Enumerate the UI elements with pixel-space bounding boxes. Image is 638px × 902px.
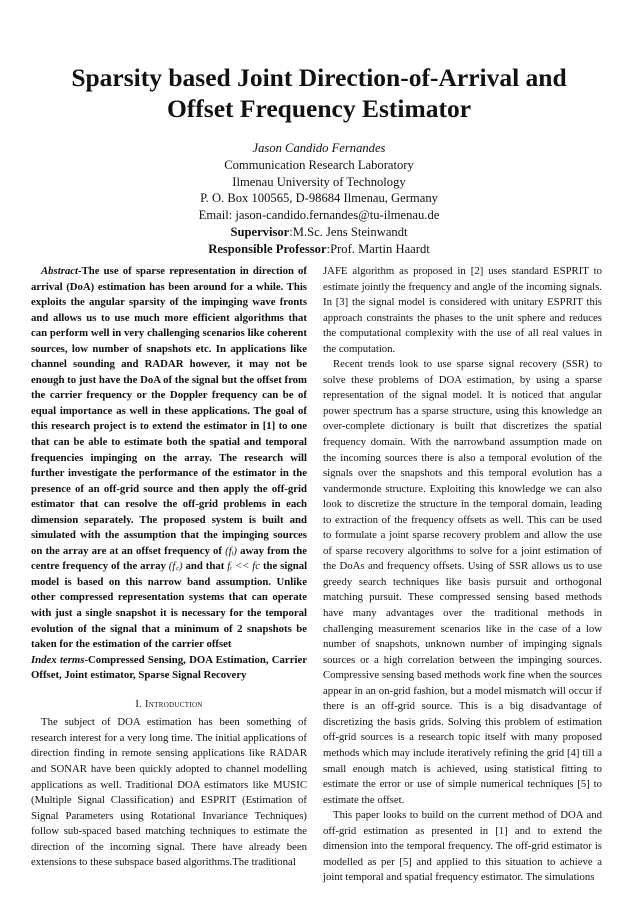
index-terms-text: -Compressed Sensing, DOA Estimation, Carrier Offset, Joint estimator, Sparse Signal Recovery bbox=[31, 653, 307, 682]
section-title: Introduction bbox=[145, 698, 203, 710]
intro-paragraph-left: The subject of DOA estimation has been something of research interest for a very long time. The initial applications of direction finding in remote sensing applications like RADAR and SONAR have been quickly adopted to channel modelling applications as well. Traditional DOA estimators like MUSIC (Multiple Signal Classification) and ESPRIT (Estimation of Signal Parameters using Rotational Invariance Techniques) follow sub-spaced based matching techniques to estimate the direction of the incoming signal. There have already been extensions to these subspace based algorithms.The traditional bbox=[31, 716, 307, 869]
index-terms bbox=[31, 653, 307, 684]
abstract-text-3: and that bbox=[185, 560, 225, 573]
abstract bbox=[31, 264, 307, 653]
math-condition: fᵢ << fc bbox=[227, 560, 261, 573]
section-heading-introduction bbox=[31, 697, 307, 713]
supervisor-line bbox=[40, 224, 598, 241]
professor-value: :Prof. Martin Haardt bbox=[326, 241, 430, 256]
intro-paragraph-right-1: JAFE algorithm as proposed in [2] uses standard ESPRIT to estimate jointly the frequency and angle of the incoming signals. In [3] the signal model is considered with unitary ESPRIT this approach constraints the phases to the unit sphere and reduces the computational complexity with the use of all real values in the computation. bbox=[323, 265, 602, 355]
author-block bbox=[40, 140, 598, 258]
intro-paragraph-right-3: This paper looks to build on the current method of DOA and off-grid estimation as presented in [1] and to extend the dimension into the temporal frequency. The off-grid estimator is modelled as per [5] and applied to this situation to achieve a joint temporal and spatial frequency estimator. The simulations bbox=[323, 809, 602, 884]
author-lab: Communication Research Laboratory bbox=[224, 157, 414, 172]
professor-label: Responsible Professor bbox=[208, 241, 327, 256]
abstract-text-1: -The use of sparse representation in direction of arrival (DoA) estimation has been around for a while. This exploits the angular sparsity of the impinging wave fronts and allows us to use much more efficient algorithms that can perform well in very challenging scenarios like coherent sources, low number of snapshots etc. In applications like channel sounding and RADAR however, it may not be enough to just have the DoA of the signal but the offset from the carrier frequency or the Doppler frequency can be of equal importance as well in these applications. The goal of this research project is to extend the estimator in [1] to one that can be able to estimate both the spatial and temporal frequencies impinging on the array. The research will further investigate the performance of the estimator in the presence of an off-grid source and then apply the off-grid estimator that can resolve the off-grid problems in each dimension separately. The proposed system is built and simulated with the assumption that the impinging sources on the array are at an offset frequency of bbox=[31, 265, 307, 557]
abstract-text-2: away from the centre frequency of the array bbox=[31, 544, 308, 573]
math-fc: (f꜀) bbox=[168, 560, 183, 573]
professor-line bbox=[40, 241, 598, 258]
index-terms-label: Index terms bbox=[31, 653, 85, 666]
author-email: Email: jason-candido.fernandes@tu-ilmenau.de bbox=[198, 208, 440, 223]
supervisor-label: Supervisor bbox=[230, 224, 290, 239]
supervisor-value: :M.Sc. Jens Steinwandt bbox=[289, 224, 408, 239]
abstract-text-4: the signal model is based on this narrow band assumption. Unlike other compressed representation systems that can operate with just a single snapshot it is necessary for the temporal evolution of the signal that a minimum of 2 snapshots be taken for the estimation of the carrier offset bbox=[31, 560, 308, 651]
abstract-label: Abstract bbox=[41, 265, 79, 277]
author-name: Jason Candido Fernandes bbox=[252, 141, 386, 155]
math-fi: (fᵢ) bbox=[225, 544, 237, 557]
section-number: I. bbox=[135, 698, 143, 710]
author-university: Ilmenau University of Technology bbox=[232, 174, 406, 189]
author-address: P. O. Box 100565, D-98684 Ilmenau, Germany bbox=[200, 191, 438, 206]
intro-paragraph-right-2: Recent trends look to use sparse signal recovery (SSR) to solve these problems of DOA estimation, by using a sparse representation of the signal model. It is noticed that angular power spectrum has a sparse structure, using this knowledge an over-complete dictionary is built that discretizes the spatial frequency domain. With the narrowband assumption made on the incoming sources there is also a temporal evolution of the signals over the snapshots and this temporal evolution has a vandermonde structure. Exploiting this knowledge we can also look to discretize the structure in the temporal domain, leading to extraction of the frequency offsets as well. This can be used to formulate a joint sparse recovery problem and allow the use of sparse recovery algorithms to solve for a joint estimation of the DoAs and frequency offsets. Using of SSR allows us to use greedy search techniques like basis pursuit and orthogonal matching pursuit. These compressed sensing based methods have many advantages over the traditional methods in challenging measurement scenarios like in the case of a low number of snapshots, unknown number of impinging signals sources or a high correlation between the impinging sources. Compressive sensing based methods work fine when the sources appear in an on-grid fashion, but a model mismatch will occur if there is an off-grid source. This is a big disadvantage of discretizing the basis grids. Solving this problem of estimation off-grid sources is a research topic itself with many proposed methods which may include iteratively refining the grid [4] till a small enough match is achieved, using statistical fitting to estimate the error or use of simple numerical techniques [5] to estimate the offset. bbox=[323, 358, 602, 806]
paper-title: Sparsity based Joint Direction-of-Arrival and Offset Frequency Estimator bbox=[71, 63, 567, 123]
right-column bbox=[323, 264, 602, 886]
left-column bbox=[31, 264, 307, 871]
